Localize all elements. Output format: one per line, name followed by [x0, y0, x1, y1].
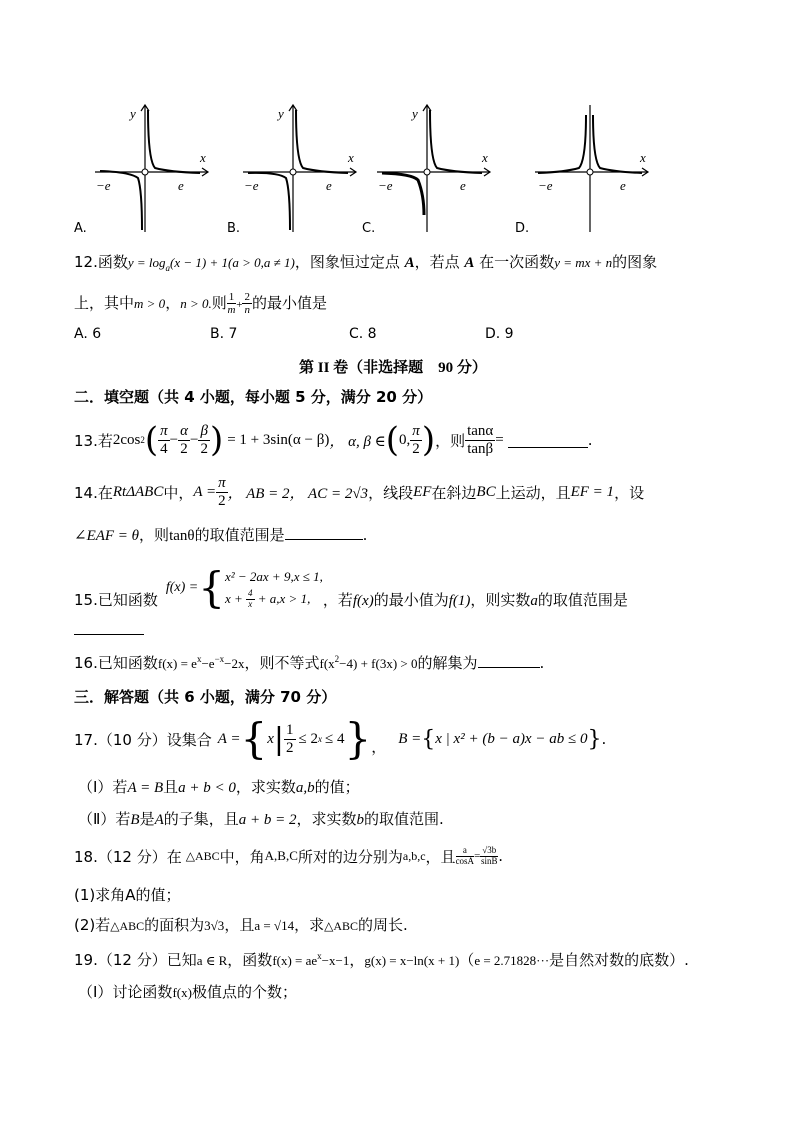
comma: ， [371, 737, 387, 756]
q17-x: x [267, 730, 274, 747]
q14-tan-theta: tanθ [169, 528, 195, 544]
numerator: 1 [286, 722, 294, 738]
question-17-part-2 [78, 808, 444, 829]
q14-number: 14.在 [74, 483, 113, 502]
q16-text: ，则不等式 [244, 654, 320, 672]
q17-set-a: A [154, 812, 164, 828]
q19-a-in-r: a ∈ R [196, 953, 228, 968]
q12-formula-rest: (x − 1) + 1(a > 0,a ≠ 1) [170, 255, 295, 270]
denominator: x [248, 599, 253, 610]
q17-set-b-body: x | x² + (b − a)x − ab ≤ 0 [435, 730, 588, 747]
q14-triangle: RtΔABC [112, 483, 164, 500]
q13-frac-beta-2 [198, 423, 209, 457]
q15-text: ，则实数 [470, 590, 531, 609]
q15-f1: f(1) [448, 592, 471, 609]
q17-text: 的取值范围. [364, 810, 444, 828]
q17-text: 是 [139, 810, 155, 828]
neg-e-label: −e [244, 178, 259, 193]
q13-rhs: = 1 + 3sin(α − β) [227, 431, 330, 448]
q16-ineq-rest: −4) + f(3x) > 0 [339, 656, 418, 671]
q15-fx: f(x) = [165, 580, 199, 595]
q14-segment-ef: EF [413, 483, 432, 500]
origin-hole [142, 169, 148, 175]
q17-var-b: b [356, 812, 365, 828]
q15-piecewise [225, 566, 323, 610]
equals: = [495, 431, 504, 448]
q14-text: ，则 [139, 526, 170, 544]
section-3-heading: 三．解答题（共 6 小题，满分 70 分） [74, 688, 337, 706]
left-brace: { [240, 714, 268, 763]
q19-fx-end: −x−1 [321, 953, 350, 968]
q18-text: (2)若 [74, 916, 111, 934]
vertical-bar: | [273, 721, 284, 757]
q13-square: 2 [140, 435, 145, 445]
pos-e-label: e [460, 178, 466, 193]
q16-fx: f(x) = e [157, 656, 197, 671]
numerator: π [412, 423, 420, 439]
minus: − [189, 431, 199, 448]
numerator: 4 [248, 588, 253, 599]
denominator: 2 [200, 440, 208, 457]
numerator: 2 [244, 291, 250, 303]
denominator: 2 [180, 440, 188, 457]
q17-text: （Ⅱ）若 [78, 810, 131, 828]
numerator: π [218, 475, 226, 491]
q17-exp: x [317, 734, 322, 744]
q12-frac-2-n [242, 291, 252, 316]
question-18-part-2 [74, 914, 408, 935]
denominator: sinB [481, 855, 498, 866]
q18-area: 3√3 [204, 918, 225, 933]
numerator: β [200, 423, 208, 439]
period: . [498, 847, 504, 865]
y-label: y [278, 106, 284, 121]
question-18-part-1: (1)求角A的值； [74, 886, 181, 904]
q16-text: 的解集为 [417, 654, 478, 672]
graph-c [372, 100, 502, 235]
q16-exp-x: x [196, 654, 202, 664]
q14-answer-blank[interactable] [285, 525, 363, 540]
q18-frac-a-cosa [456, 846, 475, 867]
q15-fx-ref: f(x) [352, 592, 374, 609]
q13-frac-pi-4 [158, 423, 170, 457]
q17-number: 17.（10 分）设集合 [74, 730, 212, 749]
left-paren: ( [385, 420, 400, 460]
q16-minus-2x: −2x [224, 656, 245, 671]
q15-frac-4-x [246, 589, 255, 610]
q12-text: 则 [211, 294, 227, 313]
q16-answer-blank[interactable] [478, 653, 540, 668]
q19-text: （ [459, 951, 475, 969]
q15-text: ，若 [322, 590, 353, 609]
q14-ef-length: EF = 1 [570, 483, 615, 500]
question-12-line2 [74, 291, 327, 316]
q18-side-a: a = √14 [254, 918, 295, 933]
graph-label-b: B. [227, 221, 241, 236]
q16-ineq: f(x [319, 656, 335, 671]
numerator: tanα [467, 423, 494, 439]
q14-sides: ， AB = 2， AC = 2√3 [227, 485, 369, 502]
case-2-suffix: + a,x > 1, [254, 590, 311, 606]
curve-right [148, 110, 200, 173]
q19-fx-ref: f(x) [172, 985, 192, 1000]
numerator: α [180, 423, 188, 439]
period: . [587, 431, 593, 449]
denominator: 2 [412, 440, 420, 457]
pos-e-label: e [326, 178, 332, 193]
q13-frac-pi-2 [410, 423, 422, 457]
q19-text: ，函数 [227, 951, 273, 969]
right-brace: } [344, 714, 372, 763]
q19-number: 19.（12 分）已知 [74, 951, 197, 969]
denominator: cosA [455, 855, 475, 866]
period: . [601, 730, 607, 748]
left-paren: ( [144, 420, 159, 460]
q12-text: 的图象 [612, 253, 658, 271]
q13-domain: ， α, β ∈ [329, 433, 386, 450]
q17-vars: a,b [295, 780, 315, 796]
q19-text: 是自然对数的底数）. [549, 951, 689, 969]
question-19-part-1 [78, 981, 297, 1002]
q12-formula: y = log [127, 255, 166, 270]
q18-triangle: △ABC [324, 919, 358, 933]
curve-right [296, 110, 348, 173]
curve-right [593, 115, 642, 173]
q18-text: 的面积为 [144, 916, 205, 934]
plus: + [236, 299, 243, 312]
x-label: x [348, 150, 354, 165]
piecewise-brace: { [198, 563, 225, 612]
q12-option-c: C. 8 [349, 326, 377, 342]
q17-text: （Ⅰ）若 [78, 778, 128, 796]
q15-tail [323, 589, 628, 610]
q14-text: ，线段 [368, 483, 414, 502]
q14-angle-theta: ∠EAF = θ [74, 528, 140, 544]
q13-tan-ratio [465, 423, 495, 457]
right-paren: ) [421, 420, 436, 460]
q12-text: ， [165, 294, 181, 313]
question-15 [74, 556, 628, 620]
q13-cos: 2cos [112, 431, 141, 448]
q15-var-a: a [530, 592, 538, 609]
q14-text: ，设 [614, 483, 645, 502]
q18-text: ，且 [224, 916, 255, 934]
question-17-part-1 [78, 776, 360, 797]
q17-set-a: A = [217, 730, 241, 747]
q17-cond: a + b < 0 [178, 780, 236, 796]
denominator: 2 [218, 492, 226, 509]
q17-set-b: B = [398, 730, 422, 747]
q12-frac-1-m [227, 291, 237, 316]
q17-cond: A = B [127, 780, 164, 796]
q15-number: 15.已知函数 [74, 590, 158, 609]
graph-b [238, 100, 368, 235]
equals: = [474, 850, 481, 862]
q19-text: （Ⅰ）讨论函数 [78, 983, 173, 1001]
q19-fx: f(x) = ae [272, 953, 318, 968]
origin-hole [290, 169, 296, 175]
graph-label-c: C. [362, 221, 376, 236]
q15-answer-blank[interactable] [74, 620, 144, 635]
question-14-line1 [74, 472, 644, 512]
part-2-title: 第 II 卷（非选择题 90 分） [299, 360, 487, 376]
neg-e-label: −e [96, 178, 111, 193]
x-label: x [640, 150, 646, 165]
graph-label-a: A. [74, 221, 87, 236]
q14-text: 中， [163, 483, 194, 502]
q12-text: 在一次函数 [474, 253, 555, 271]
q17-text: 的值； [314, 778, 360, 796]
q19-gx: g(x) = x−ln(x + 1) [364, 953, 460, 968]
q14-frac-pi-2 [216, 475, 228, 509]
q17-text: ，求实数 [235, 778, 296, 796]
numerator: 1 [228, 291, 235, 303]
pos-e-label: e [178, 178, 184, 193]
right-paren: ) [209, 420, 224, 460]
q17-cond: a + b = 2 [238, 812, 297, 828]
denominator: 2 [286, 739, 294, 756]
curve-left [538, 115, 586, 173]
q12-text: 的最小值是 [251, 294, 327, 313]
q17-frac-half [284, 722, 296, 756]
question-18 [74, 838, 503, 874]
curve-right [430, 110, 482, 173]
q17-text: ，求实数 [296, 810, 357, 828]
q14-text: 在斜边 [431, 483, 477, 502]
q15-case-2 [225, 588, 323, 610]
q19-text: ， [349, 951, 365, 969]
question-14-line2 [74, 524, 367, 545]
q18-triangle: △ABC [185, 848, 220, 863]
period: . [362, 526, 368, 544]
q16-square: 2 [334, 654, 340, 664]
x-label: x [482, 150, 488, 165]
origin-hole [587, 169, 593, 175]
question-19 [74, 949, 689, 970]
q14-hypotenuse: BC [476, 483, 496, 500]
q15-case-1: x² − 2ax + 9,x ≤ 1, [224, 568, 323, 584]
q13-text: ，则 [435, 431, 466, 450]
q12-point-a: A [404, 255, 415, 271]
pos-e-label: e [620, 178, 626, 193]
q13-answer-blank[interactable] [508, 433, 588, 448]
y-label: y [412, 106, 418, 121]
q16-number: 16.已知函数 [74, 654, 158, 672]
graph-a [90, 100, 220, 235]
q18-text: 的周长. [358, 916, 408, 934]
q19-exp: x [317, 951, 322, 961]
q17-text: 且 [163, 778, 179, 796]
q12-option-a: A. 6 [74, 326, 102, 342]
minus: − [169, 431, 179, 448]
q14-text: 上运动，且 [495, 483, 571, 502]
denominator: n [244, 304, 250, 317]
graph-label-d: D. [515, 221, 530, 236]
q18-triangle: △ABC [110, 919, 145, 933]
q12-log-base: a [165, 263, 171, 273]
neg-e-label: −e [538, 178, 553, 193]
case-2-prefix: x + [224, 590, 247, 606]
q12-linear-function: y = mx + n [554, 255, 613, 270]
q15-text: 的最小值为 [373, 590, 449, 609]
q16-exp-neg-x: −x [214, 654, 225, 664]
question-17 [74, 716, 606, 762]
q12-cond-m: m > 0 [134, 296, 166, 312]
numerator: a [456, 846, 475, 857]
q18-number: 18.（12 分）在 [74, 847, 182, 866]
question-16 [74, 652, 544, 673]
x-label: x [200, 150, 206, 165]
origin-hole [424, 169, 430, 175]
q12-option-b: B. 7 [210, 326, 238, 342]
question-12-line1 [74, 251, 657, 273]
q14-text: 的取值范围是 [194, 526, 285, 544]
q14-angle-a: A = [193, 483, 217, 500]
y-label: y [130, 106, 136, 121]
q12-number: 12.函数 [74, 253, 128, 271]
q13-number: 13.若 [74, 431, 113, 450]
q18-text: 所对的边分别为 [297, 847, 403, 866]
q12-cond-n: n > 0. [180, 296, 212, 312]
q12-text: ，若点 [414, 253, 465, 271]
q12-point-a: A [464, 255, 475, 271]
right-brace: } [587, 726, 602, 752]
q12-text: 上，其中 [74, 294, 135, 313]
question-13 [74, 420, 593, 460]
period: . [539, 654, 545, 672]
q18-frac-sqrt3b-sinb [480, 846, 498, 867]
q17-le4: ≤ 4 [324, 730, 345, 747]
left-brace: { [421, 726, 436, 752]
q16-minus-e: −e [201, 656, 215, 671]
q12-text: ，图象恒过定点 [294, 253, 405, 271]
q18-text: 中，角 [219, 847, 265, 866]
q12-option-d: D. 9 [485, 326, 514, 342]
q13-zero: 0, [399, 431, 411, 448]
q17-set-b: B [130, 812, 140, 828]
q13-frac-alpha-2 [178, 423, 190, 457]
graph-d [530, 100, 660, 235]
q18-text: ，求 [294, 916, 325, 934]
q19-e-value: e = 2.71828··· [474, 953, 550, 968]
numerator: π [160, 423, 168, 439]
denominator: m [227, 304, 236, 317]
q18-sides: a,b,c [402, 848, 426, 863]
q15-text: 的取值范围是 [537, 590, 628, 609]
denominator: 4 [160, 440, 168, 457]
numerator: √3b [482, 844, 497, 855]
neg-e-label: −e [378, 178, 393, 193]
q18-angles: A,B,C [264, 848, 298, 863]
q19-text: 极值点的个数； [191, 983, 297, 1001]
q18-text: ，且 [425, 847, 456, 866]
q17-le: ≤ 2 [298, 730, 318, 747]
section-2-heading: 二．填空题（共 4 小题，每小题 5 分，满分 20 分） [74, 388, 433, 406]
q17-text: 的子集，且 [163, 810, 239, 828]
denominator: tanβ [467, 440, 494, 457]
